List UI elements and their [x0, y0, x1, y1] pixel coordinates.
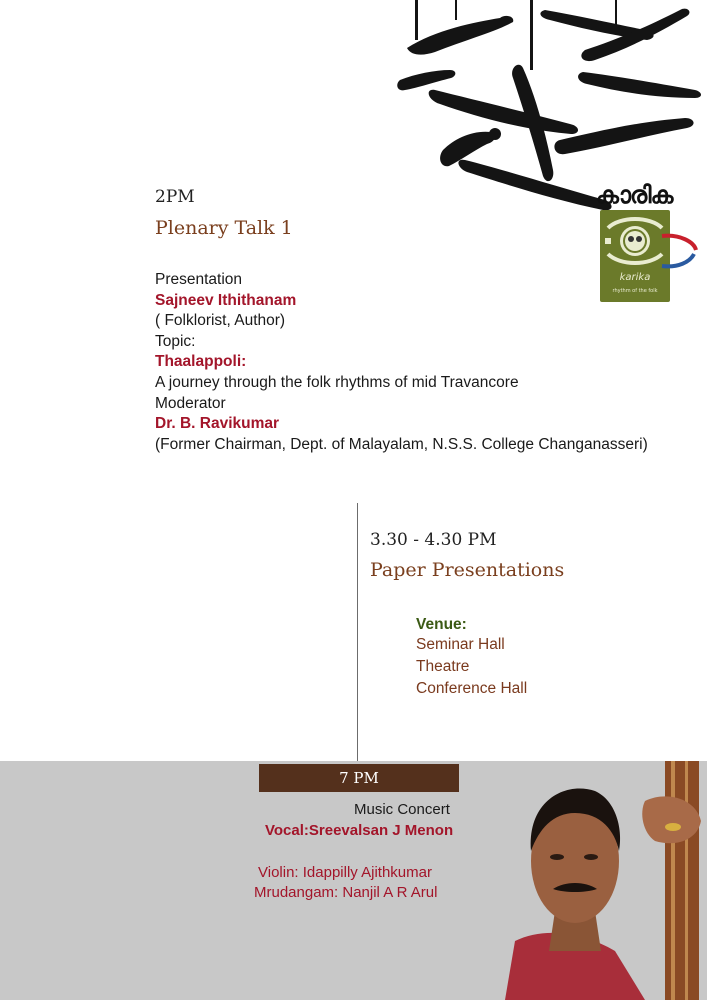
presenter-name: Sajneev Ithithanam	[155, 291, 297, 309]
venue-label: Venue:	[416, 616, 467, 633]
venue-block	[416, 616, 527, 700]
session2-time: 3.30 - 4.30 PM	[370, 530, 497, 550]
presentation-label: Presentation	[155, 271, 243, 288]
moderator-label: Moderator	[155, 394, 226, 412]
moderator-name: Dr. B. Ravikumar	[155, 415, 280, 433]
topic-description: A journey through the folk rhythms of mid Travancore	[155, 373, 519, 391]
vertical-divider	[357, 503, 358, 761]
mrudangam-artist: Mrudangam: Nanjil A R Arul	[254, 884, 438, 901]
topic-title: Thaalappoli:	[155, 353, 247, 371]
singer-photo	[505, 761, 707, 1000]
session1-details	[155, 270, 695, 455]
topic-label: Topic:	[155, 332, 196, 350]
presenter-role: ( Folklorist, Author)	[155, 312, 286, 330]
logo-script-text: കാരിക	[596, 180, 673, 209]
session3-time-bar	[259, 764, 459, 792]
session3-time: 7 PM	[339, 769, 379, 787]
logo-word: karika	[619, 272, 651, 283]
violin-artist: Violin: Idappilly Ajithkumar	[258, 864, 432, 881]
session1-title: Plenary Talk 1	[155, 217, 293, 239]
session2-title: Paper Presentations	[370, 559, 565, 581]
session3-title: Music Concert	[354, 801, 450, 818]
venue-item: Theatre	[416, 658, 470, 675]
venue-item: Conference Hall	[416, 680, 528, 697]
logo-tagline: rhythm of the folk	[612, 288, 658, 294]
moderator-role: (Former Chairman, Dept. of Malayalam, N.S.S. College Changanasseri)	[155, 435, 648, 453]
vocal-artist: Vocal:Sreevalsan J Menon	[265, 822, 454, 839]
session1-time: 2PM	[155, 187, 195, 207]
venue-item: Seminar Hall	[416, 636, 505, 653]
